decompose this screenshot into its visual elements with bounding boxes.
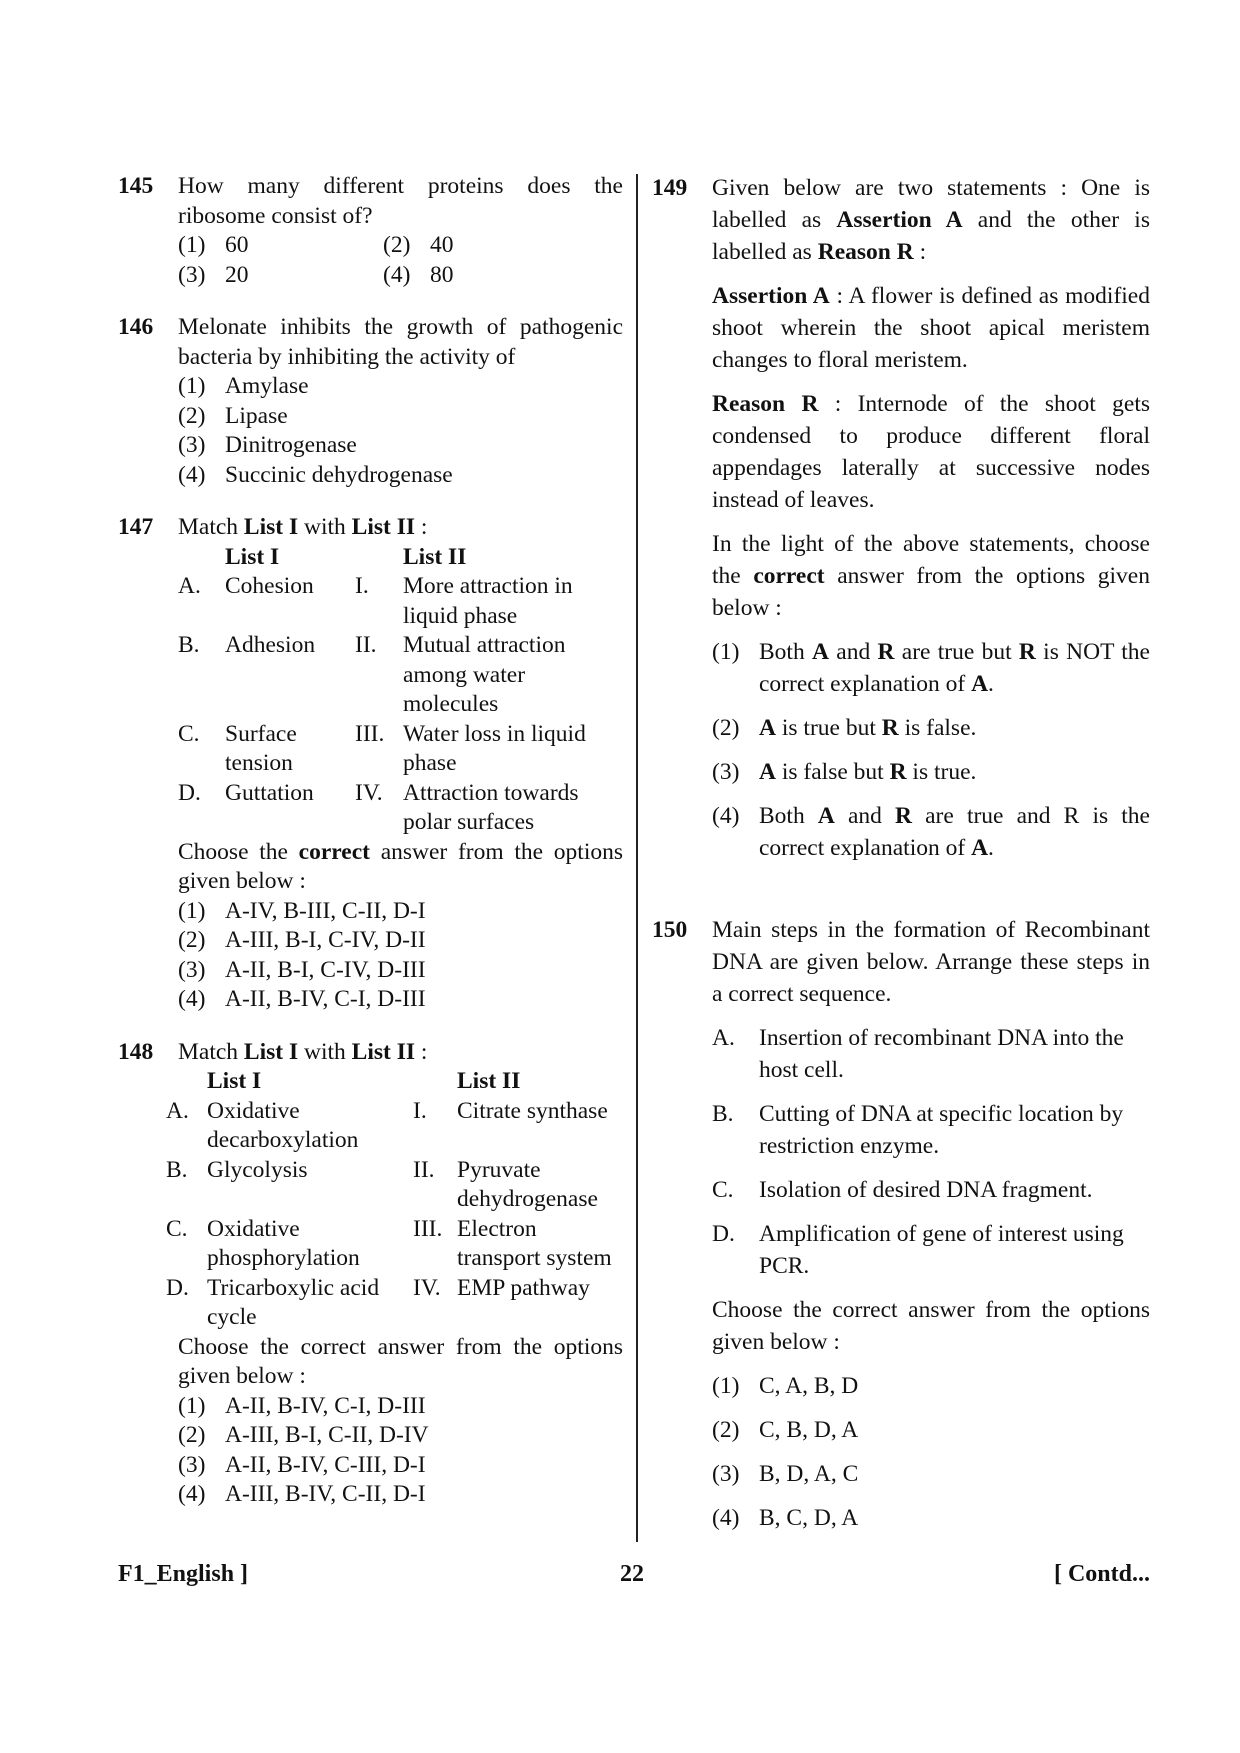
assertion-statement: Assertion A : A flower is defined as modified shoot wherein the shoot apical meristem changes to floral meristem.	[712, 283, 1150, 373]
match-row: A. Oxidative decarboxylation I. Citrate synthase	[166, 1097, 608, 1153]
option-2[interactable]: (2) 40	[383, 232, 454, 258]
option-3[interactable]: (3) 20	[178, 261, 249, 288]
page-number: 22	[620, 1561, 644, 1587]
step-a: A. Insertion of recombinant DNA into the host cell.	[712, 1025, 1124, 1083]
option-3[interactable]: (3) Dinitrogenase	[178, 432, 357, 458]
question-145	[118, 172, 623, 290]
choose-instruction: Choose the correct answer from the options given below :	[712, 1297, 1150, 1355]
question-stem: Match List I with List II :	[178, 1038, 428, 1065]
question-stem: Main steps in the formation of Recombinant DNA are given below. Arrange these steps in a correct sequence.	[712, 917, 1150, 1007]
choose-instruction: In the light of the above statements, choose the correct answer from the options given below :	[712, 531, 1150, 621]
option-4[interactable]: (4) B, C, D, A	[712, 1505, 859, 1531]
question-number: 148	[118, 1038, 154, 1065]
match-row: D. Guttation IV. Attraction towards polar surfaces	[178, 779, 579, 835]
question-number: 147	[118, 514, 154, 540]
step-d: D. Amplification of gene of interest using PCR.	[712, 1221, 1124, 1279]
option-4[interactable]: (4) A-III, B-IV, C-II, D-I	[178, 1481, 426, 1507]
question-number: 149	[652, 175, 688, 201]
option-1[interactable]: (1) Both A and R are true but R is NOT the correct explanation of A.	[712, 639, 1150, 697]
option-1[interactable]: (1) A-II, B-IV, C-I, D-III	[178, 1392, 426, 1419]
match-table	[166, 1067, 623, 1333]
option-4[interactable]: (4) A-II, B-IV, C-I, D-III	[178, 986, 426, 1012]
match-table-header	[166, 1067, 623, 1097]
list-2-header: List II	[457, 1068, 521, 1094]
question-stem: Melonate inhibits the growth of pathogenic bacteria by inhibiting the activity of	[178, 314, 623, 370]
choose-instruction: Choose the correct answer from the options given below :	[178, 838, 623, 894]
reason-statement: Reason R : Internode of the shoot gets condensed to produce different floral appendages laterally at successive nodes instead of leaves.	[712, 391, 1150, 513]
match-row: B. Glycolysis II. Pyruvate dehydrogenase	[166, 1156, 598, 1212]
option-1[interactable]: (1) A-IV, B-III, C-II, D-I	[178, 897, 426, 924]
question-stem: Match List I with List II :	[178, 514, 428, 540]
option-2[interactable]: (2) A-III, B-I, C-II, D-IV	[178, 1422, 429, 1448]
option-2[interactable]: (2) C, B, D, A	[712, 1417, 859, 1443]
question-number: 145	[118, 173, 154, 199]
question-stem: How many different proteins does the ribosome consist of?	[178, 173, 623, 229]
option-4[interactable]: (4) 80	[383, 261, 454, 288]
question-stem: Given below are two statements : One is labelled as Assertion A and the other is labelled as Reason R :	[712, 175, 1150, 265]
question-148	[118, 1038, 623, 1510]
option-3[interactable]: (3) A-II, B-I, C-IV, D-III	[178, 956, 426, 983]
list-1-header: List I	[225, 543, 280, 570]
match-row: D. Tricarboxylic acid cycle IV. EMP pathway	[166, 1274, 590, 1330]
match-table-header	[178, 543, 623, 573]
option-2[interactable]: (2) Lipase	[178, 402, 288, 429]
question-150	[652, 914, 1150, 1534]
column-divider	[636, 174, 638, 1542]
step-b: B. Cutting of DNA at specific location by restriction enzyme.	[712, 1101, 1124, 1159]
question-number: 146	[118, 314, 154, 340]
option-4[interactable]: (4) Succinic dehydrogenase	[178, 461, 453, 488]
step-c: C. Isolation of desired DNA fragment.	[712, 1177, 1093, 1203]
option-1[interactable]: (1) C, A, B, D	[712, 1373, 859, 1399]
question-number: 150	[652, 917, 688, 943]
option-row	[178, 261, 623, 291]
option-1[interactable]: (1) 60	[178, 232, 249, 258]
match-row: A. Cohesion I. More attraction in liquid phase	[178, 573, 573, 629]
right-column	[652, 172, 1150, 1531]
option-3[interactable]: (3) B, D, A, C	[712, 1461, 859, 1487]
booklet-code: F1_English ]	[118, 1561, 249, 1587]
list-1-header: List I	[207, 1068, 262, 1094]
question-149	[652, 172, 1150, 864]
question-146	[118, 313, 623, 490]
match-row: B. Adhesion II. Mutual attraction among water molecules	[178, 632, 566, 717]
continued-label: [ Contd...	[1053, 1561, 1150, 1587]
match-row: C. Surface tension III. Water loss in liquid phase	[178, 720, 586, 776]
option-1[interactable]: (1) Amylase	[178, 373, 309, 399]
option-4[interactable]: (4) Both A and R are true and R is the correct explanation of A.	[712, 803, 1150, 861]
option-2[interactable]: (2) A is true but R is false.	[712, 715, 977, 741]
match-row: C. Oxidative phosphorylation III. Electron transport system	[166, 1215, 612, 1271]
option-row	[178, 231, 623, 261]
option-3[interactable]: (3) A is false but R is true.	[712, 759, 977, 785]
option-3[interactable]: (3) A-II, B-IV, C-III, D-I	[178, 1451, 426, 1478]
option-2[interactable]: (2) A-III, B-I, C-IV, D-II	[178, 927, 426, 953]
choose-instruction: Choose the correct answer from the options given below :	[178, 1333, 623, 1389]
list-2-header: List II	[403, 543, 467, 570]
match-table	[178, 543, 623, 838]
left-column	[118, 172, 623, 1510]
question-147	[118, 513, 623, 1015]
